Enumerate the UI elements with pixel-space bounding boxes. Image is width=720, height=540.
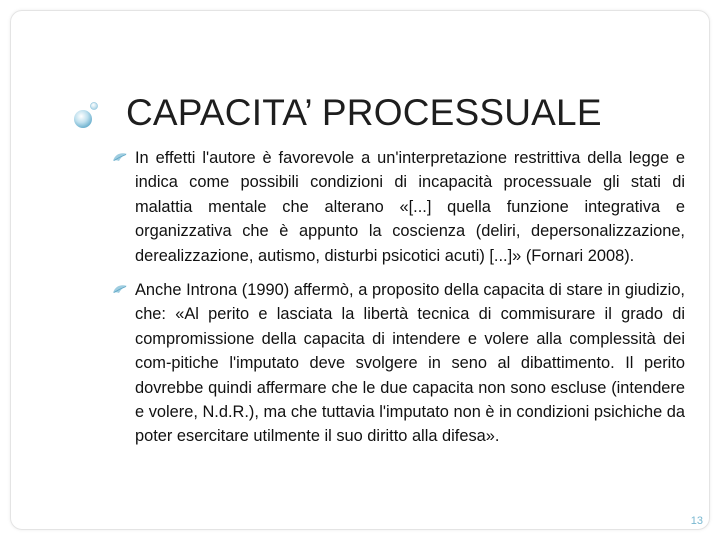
bubble-cluster-icon (70, 92, 110, 132)
bullet-item (135, 146, 685, 268)
bullet-text: Anche Introna (1990) affermò, a proposito della capacita di stare in giudizio, che: «Al perito e lasciata la libertà tecnica di commisurare il grado di compromissione della capacita di intendere e volere alla complessità dei com-pitiche l'imputato deve svolgere in seno al dibattimento. Il perito dovrebbe quindi affermare che le due capacita non sono escluse (intendere e volere, N.d.R.), ma che tuttavia l'imputato non è in condizioni psichiche da poter esercitare utilmente il suo diritto alla difesa». (135, 281, 685, 446)
leaf-bullet-icon (112, 284, 128, 296)
bullet-item (135, 278, 685, 449)
page-number: 13 (690, 515, 703, 527)
bullet-text: In effetti l'autore è favorevole a un'interpretazione restrittiva della legge e indica come possibili condizioni di incapacità processuale gli stati di malattia mentale che alterano «[...] quella funzione integrativa e organizzativa che è appunto la coscienza (deliri, depersonalizzazione, derealizzazione, autismo, disturbi psicotici acuti) [...]» (Fornari 2008). (135, 149, 685, 265)
slide-title: CAPACITA’ PROCESSUALE (126, 92, 602, 133)
leaf-bullet-icon (112, 152, 128, 164)
bullet-list (135, 146, 685, 449)
